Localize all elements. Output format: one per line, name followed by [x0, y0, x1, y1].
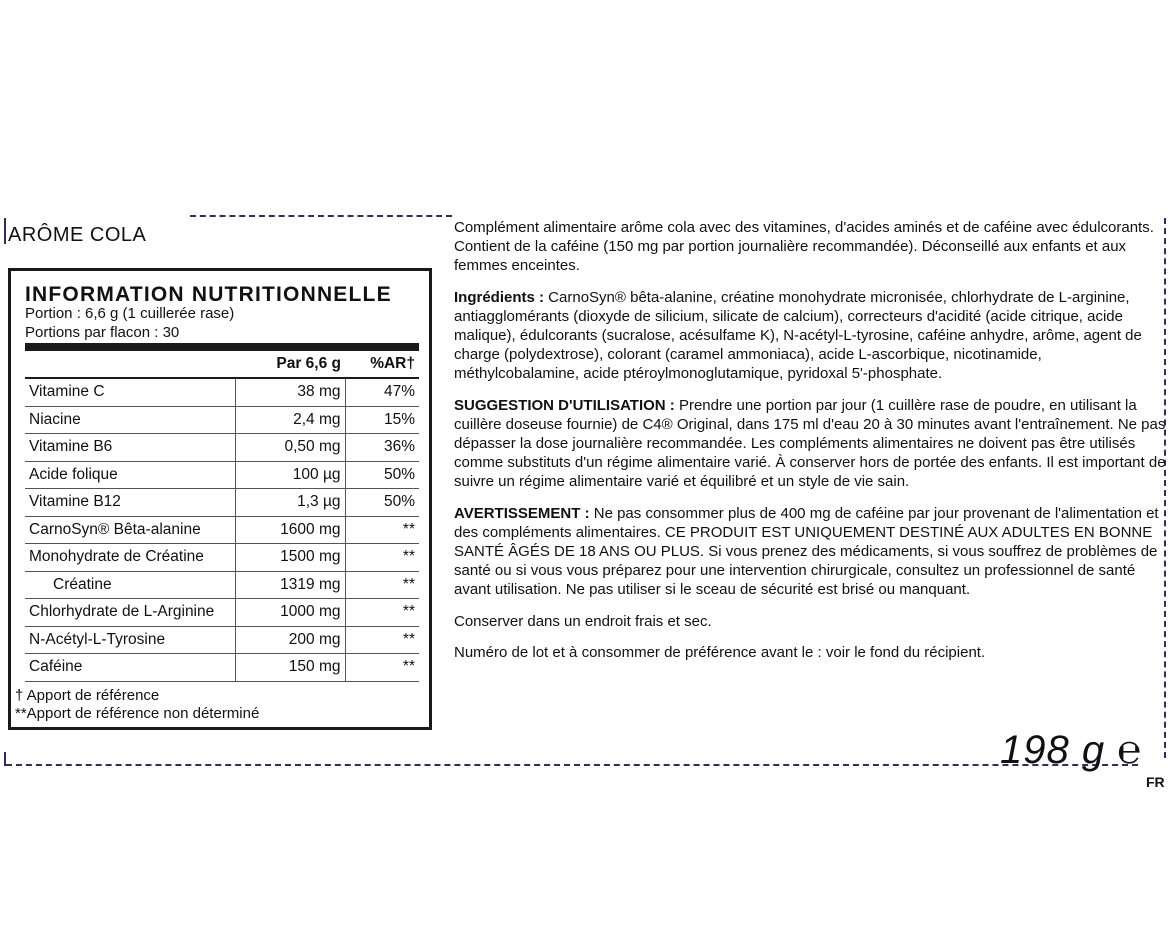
- border-left-segment: [4, 218, 6, 244]
- table-row: [25, 654, 419, 682]
- nutrient-name: Créatine: [25, 571, 235, 599]
- nutrient-name: CarnoSyn® Bêta-alanine: [25, 516, 235, 544]
- nutrient-pct: **: [345, 544, 419, 572]
- nutrient-name: Vitamine B12: [25, 489, 235, 517]
- ingredients-text: CarnoSyn® bêta-alanine, créatine monohydrate micronisée, chlorhydrate de L-arginine, antiagglomérants (dioxyde de silicium, silicate de calcium), correcteurs d'acidité (acide citrique, acide malique), édulcorants (sucralose, acésulfame K), N-acétyl-L-tyrosine, caféine anhydre, arôme, agent de charge (polydextrose), colorant (caramel ammoniaca), acide L-ascorbique, nicotinamide, méthylcobalamine, acide ptéroylmonoglutamique, pyridoxal 5'-phosphate.: [454, 288, 1142, 383]
- usage-paragraph: [454, 396, 1168, 492]
- nutrient-pct: **: [345, 516, 419, 544]
- nutrient-pct: **: [345, 654, 419, 682]
- net-weight: 198 g ℮: [1000, 728, 1143, 772]
- header-pct: %AR†: [345, 351, 419, 378]
- nutrient-name: Vitamine C: [25, 378, 235, 406]
- nutrient-amount: 1000 mg: [235, 599, 345, 627]
- table-row: [25, 434, 419, 462]
- nutrient-name: Niacine: [25, 406, 235, 434]
- nutrient-pct: 36%: [345, 434, 419, 462]
- nutrient-pct: 50%: [345, 489, 419, 517]
- nutrient-pct: **: [345, 626, 419, 654]
- usage-text: Prendre une portion par jour (1 cuillère rase de poudre, en utilisant la cuillère doseuse fournie) de C4® Original, dans 175 ml d'eau 20 à 30 minutes avant l'entraînement. Ne pas dépasser la dose journalière recommandée. Les compléments alimentaires ne doivent pas être utilisés comme substituts d'un régime alimentaire varié. À conserver hors de portée des enfants. Il est important de suivre un régime alimentaire varié et équilibré et un style de vie sain.: [454, 396, 1166, 491]
- border-bottom-dashed: [6, 764, 1138, 766]
- nutrient-name: Caféine: [25, 654, 235, 682]
- table-row: [25, 489, 419, 517]
- nutrient-pct: **: [345, 599, 419, 627]
- ingredients-paragraph: [454, 288, 1168, 384]
- footnote-undetermined: **Apport de référence non déterminé: [15, 705, 260, 722]
- table-row: [25, 571, 419, 599]
- footnote-reference: † Apport de référence: [15, 687, 160, 704]
- nutrient-amount: 1500 mg: [235, 544, 345, 572]
- table-row: [25, 406, 419, 434]
- nutrient-name: Acide folique: [25, 461, 235, 489]
- nutrition-title: INFORMATION NUTRITIONNELLE: [25, 283, 392, 306]
- language-code: FR: [1146, 774, 1165, 790]
- border-top-dashed: [190, 215, 452, 217]
- nutrient-name: Vitamine B6: [25, 434, 235, 462]
- table-row: [25, 378, 419, 406]
- nutrient-name: Chlorhydrate de L-Arginine: [25, 599, 235, 627]
- ingredients-label: Ingrédients :: [454, 288, 545, 306]
- warning-text: Ne pas consommer plus de 400 mg de caféine par jour provenant de l'alimentation et des compléments alimentaires. CE PRODUIT EST UNIQUEMENT DESTINÉ AUX ADULTES EN BONNE SANTÉ ÂGÉS DE 18 ANS OU PLUS. Si vous prenez des médicaments, si vous souffrez de problèmes de santé ou si vous vous préparez pour une intervention chirurgicale, consultez un professionnel de santé avant utilisation. Ne pas utiliser si le sceau de sécurité est brisé ou manquant.: [454, 504, 1159, 599]
- nutrient-amount: 100 µg: [235, 461, 345, 489]
- nutrient-amount: 1,3 µg: [235, 489, 345, 517]
- table-row: [25, 544, 419, 572]
- nutrient-pct: **: [345, 571, 419, 599]
- nutrient-amount: 1319 mg: [235, 571, 345, 599]
- nutrient-pct: 50%: [345, 461, 419, 489]
- nutrient-name: N-Acétyl-L-Tyrosine: [25, 626, 235, 654]
- table-row: [25, 516, 419, 544]
- storage-paragraph: Conserver dans un endroit frais et sec.: [454, 612, 712, 630]
- servings-per-container: Portions par flacon : 30: [25, 324, 180, 341]
- thick-rule: [25, 343, 419, 351]
- nutrient-amount: 2,4 mg: [235, 406, 345, 434]
- nutrition-table: [25, 351, 419, 682]
- table-header-row: [25, 351, 419, 378]
- table-row: [25, 626, 419, 654]
- warning-paragraph: [454, 504, 1168, 600]
- usage-label: SUGGESTION D'UTILISATION :: [454, 396, 675, 414]
- nutrient-amount: 0,50 mg: [235, 434, 345, 462]
- table-row: [25, 461, 419, 489]
- table-row: [25, 599, 419, 627]
- nutrition-panel: [8, 268, 432, 730]
- border-left-segment: [4, 752, 6, 766]
- nutrient-amount: 150 mg: [235, 654, 345, 682]
- intro-paragraph: Complément alimentaire arôme cola avec des vitamines, d'acides aminés et de caféine avec édulcorants. Contient de la caféine (150 mg par portion journalière recommandée). Déconseillé aux enfants et aux femmes enceintes.: [454, 219, 1154, 275]
- serving-size: Portion : 6,6 g (1 cuillerée rase): [25, 305, 235, 322]
- warning-label: AVERTISSEMENT :: [454, 504, 590, 522]
- nutrient-amount: 38 mg: [235, 378, 345, 406]
- flavor-title: ARÔME COLA: [8, 224, 147, 246]
- label-text-column: [454, 218, 1168, 674]
- nutrient-amount: 200 mg: [235, 626, 345, 654]
- nutrient-pct: 47%: [345, 378, 419, 406]
- nutrient-amount: 1600 mg: [235, 516, 345, 544]
- nutrient-name: Monohydrate de Créatine: [25, 544, 235, 572]
- lot-paragraph: Numéro de lot et à consommer de préférence avant le : voir le fond du récipient.: [454, 643, 986, 661]
- header-empty: [25, 351, 235, 378]
- nutrient-pct: 15%: [345, 406, 419, 434]
- header-amount: Par 6,6 g: [235, 351, 345, 378]
